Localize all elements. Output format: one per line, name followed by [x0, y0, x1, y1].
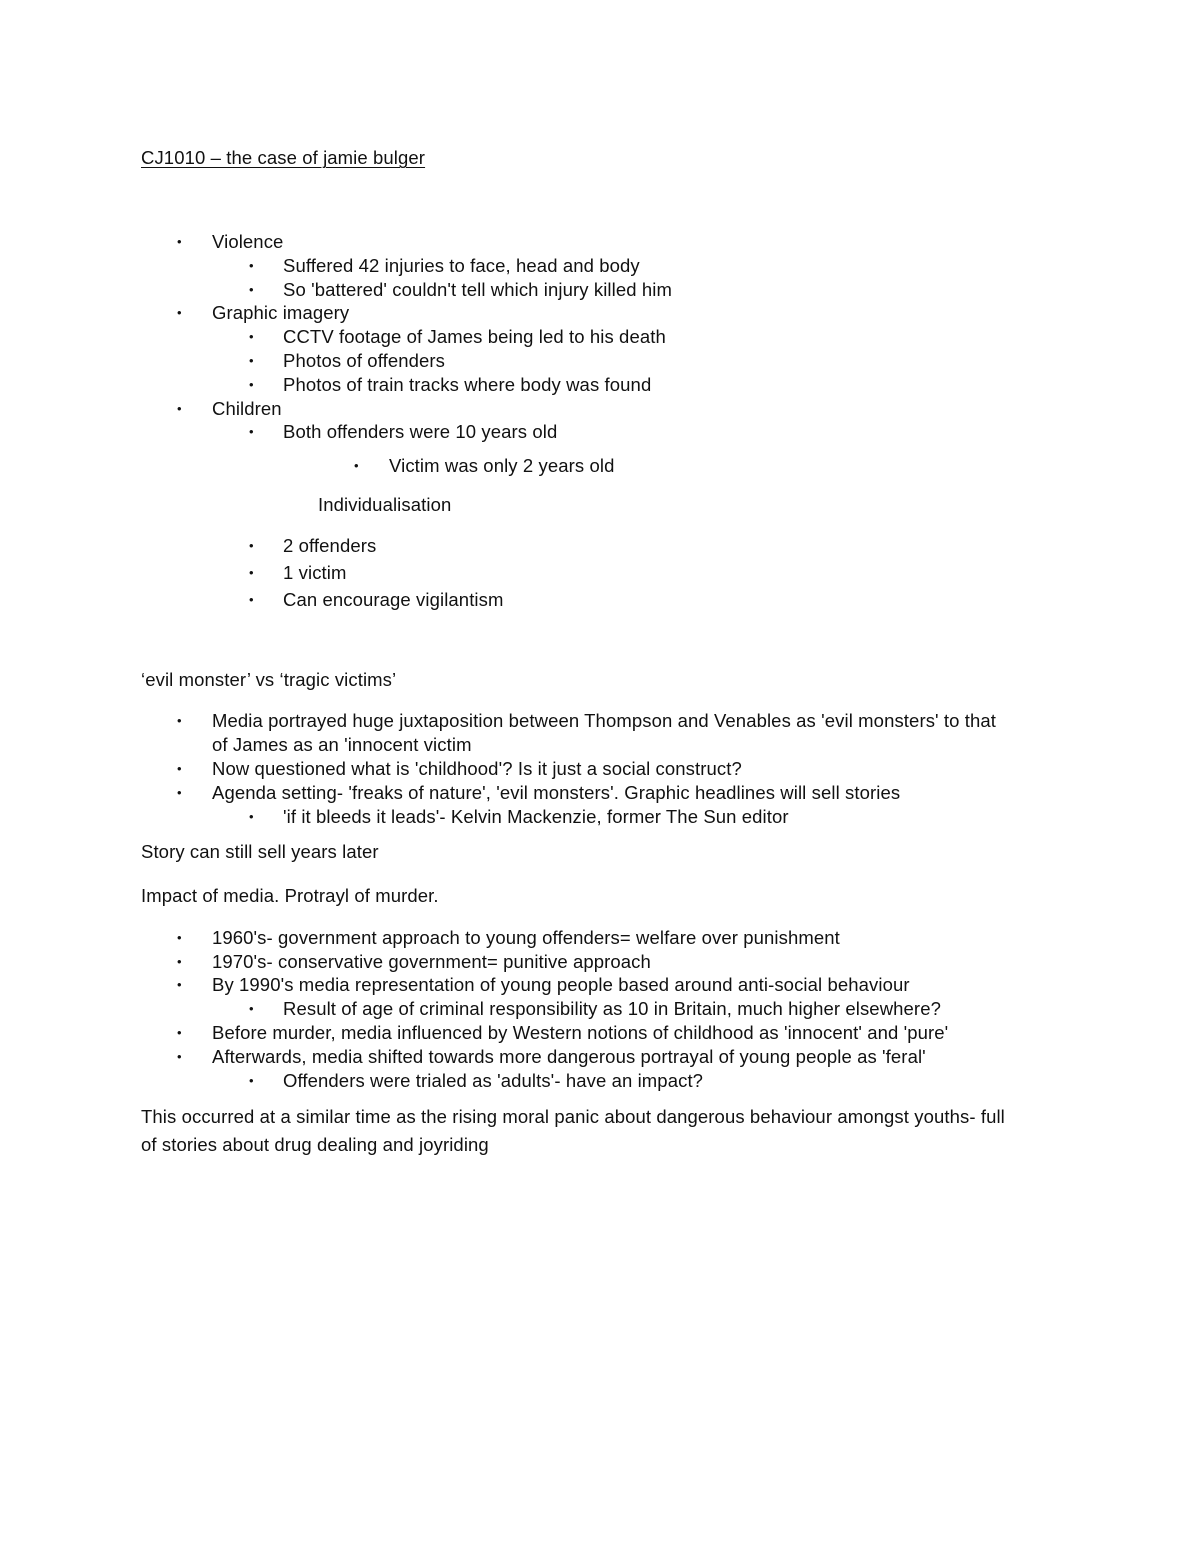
closing-paragraph-line: of stories about drug dealing and joyriding — [141, 1134, 489, 1155]
bullet: • — [249, 538, 254, 553]
bullet: • — [249, 353, 254, 368]
bullet: • — [249, 565, 254, 580]
paragraph: Story can still sell years later — [141, 841, 379, 862]
bullet: • — [249, 1073, 254, 1088]
list-item: Offenders were trialed as 'adults'- have an impact? — [283, 1070, 704, 1091]
list-item: Agenda setting- 'freaks of nature', 'evil monsters'. Graphic headlines will sell stories — [212, 782, 901, 803]
bullet: • — [177, 401, 182, 416]
list-item: Result of age of criminal responsibility as 10 in Britain, much higher elsewhere? — [283, 998, 941, 1019]
list-item: Afterwards, media shifted towards more dangerous portrayal of young people as 'feral' — [212, 1046, 926, 1067]
bullet: • — [249, 258, 254, 273]
list-item: Suffered 42 injuries to face, head and body — [283, 255, 640, 276]
bullet: • — [249, 282, 254, 297]
list-item: Now questioned what is 'childhood'? Is it just a social construct? — [212, 758, 742, 779]
bullet: • — [177, 305, 182, 320]
list-item: 1970's- conservative government= punitive approach — [212, 951, 651, 972]
closing-paragraph-line: This occurred at a similar time as the rising moral panic about dangerous behaviour amongst youths- full — [141, 1106, 1005, 1127]
bullet: • — [249, 809, 254, 824]
document-title: CJ1010 – the case of jamie bulger — [141, 147, 426, 168]
list-item: Media portrayed huge juxtaposition between Thompson and Venables as 'evil monsters' to that — [212, 710, 997, 731]
list-item: Victim was only 2 years old — [389, 455, 615, 476]
paragraph: Impact of media. Protrayl of murder. — [141, 885, 439, 906]
list-item: Before murder, media influenced by Western notions of childhood as 'innocent' and 'pure' — [212, 1022, 949, 1043]
bullet: • — [177, 785, 182, 800]
bullet: • — [177, 1025, 182, 1040]
list-item: Both offenders were 10 years old — [283, 421, 558, 442]
bullet: • — [249, 592, 254, 607]
list-item: Can encourage vigilantism — [283, 589, 504, 610]
list-item: Graphic imagery — [212, 302, 350, 323]
bullet: • — [177, 930, 182, 945]
list-item: 2 offenders — [283, 535, 377, 556]
list-item: CCTV footage of James being led to his death — [283, 326, 666, 347]
bullet: • — [354, 458, 359, 473]
list-item: So 'battered' couldn't tell which injury killed him — [283, 279, 672, 300]
section-heading: ‘evil monster’ vs ‘tragic victims’ — [141, 669, 397, 690]
list-item: 'if it bleeds it leads'- Kelvin Mackenzie, former The Sun editor — [283, 806, 789, 827]
list-item: 1960's- government approach to young offenders= welfare over punishment — [212, 927, 840, 948]
list-item: Photos of offenders — [283, 350, 446, 371]
bullet: • — [177, 713, 182, 728]
bullet: • — [249, 329, 254, 344]
bullet: • — [249, 424, 254, 439]
bullet: • — [177, 977, 182, 992]
list-item: Photos of train tracks where body was found — [283, 374, 652, 395]
bullet: • — [177, 234, 182, 249]
list-item: 1 victim — [283, 562, 347, 583]
bullet: • — [249, 1001, 254, 1016]
list-item-continuation: of James as an 'innocent victim — [212, 734, 472, 755]
list-item: By 1990's media representation of young people based around anti-social behaviour — [212, 974, 910, 995]
bullet: • — [177, 954, 182, 969]
bullet: • — [177, 761, 182, 776]
bullet: • — [177, 1049, 182, 1064]
list-item: Children — [212, 398, 282, 419]
bullet: • — [249, 377, 254, 392]
subheading: Individualisation — [318, 494, 452, 515]
list-item: Violence — [212, 231, 284, 252]
